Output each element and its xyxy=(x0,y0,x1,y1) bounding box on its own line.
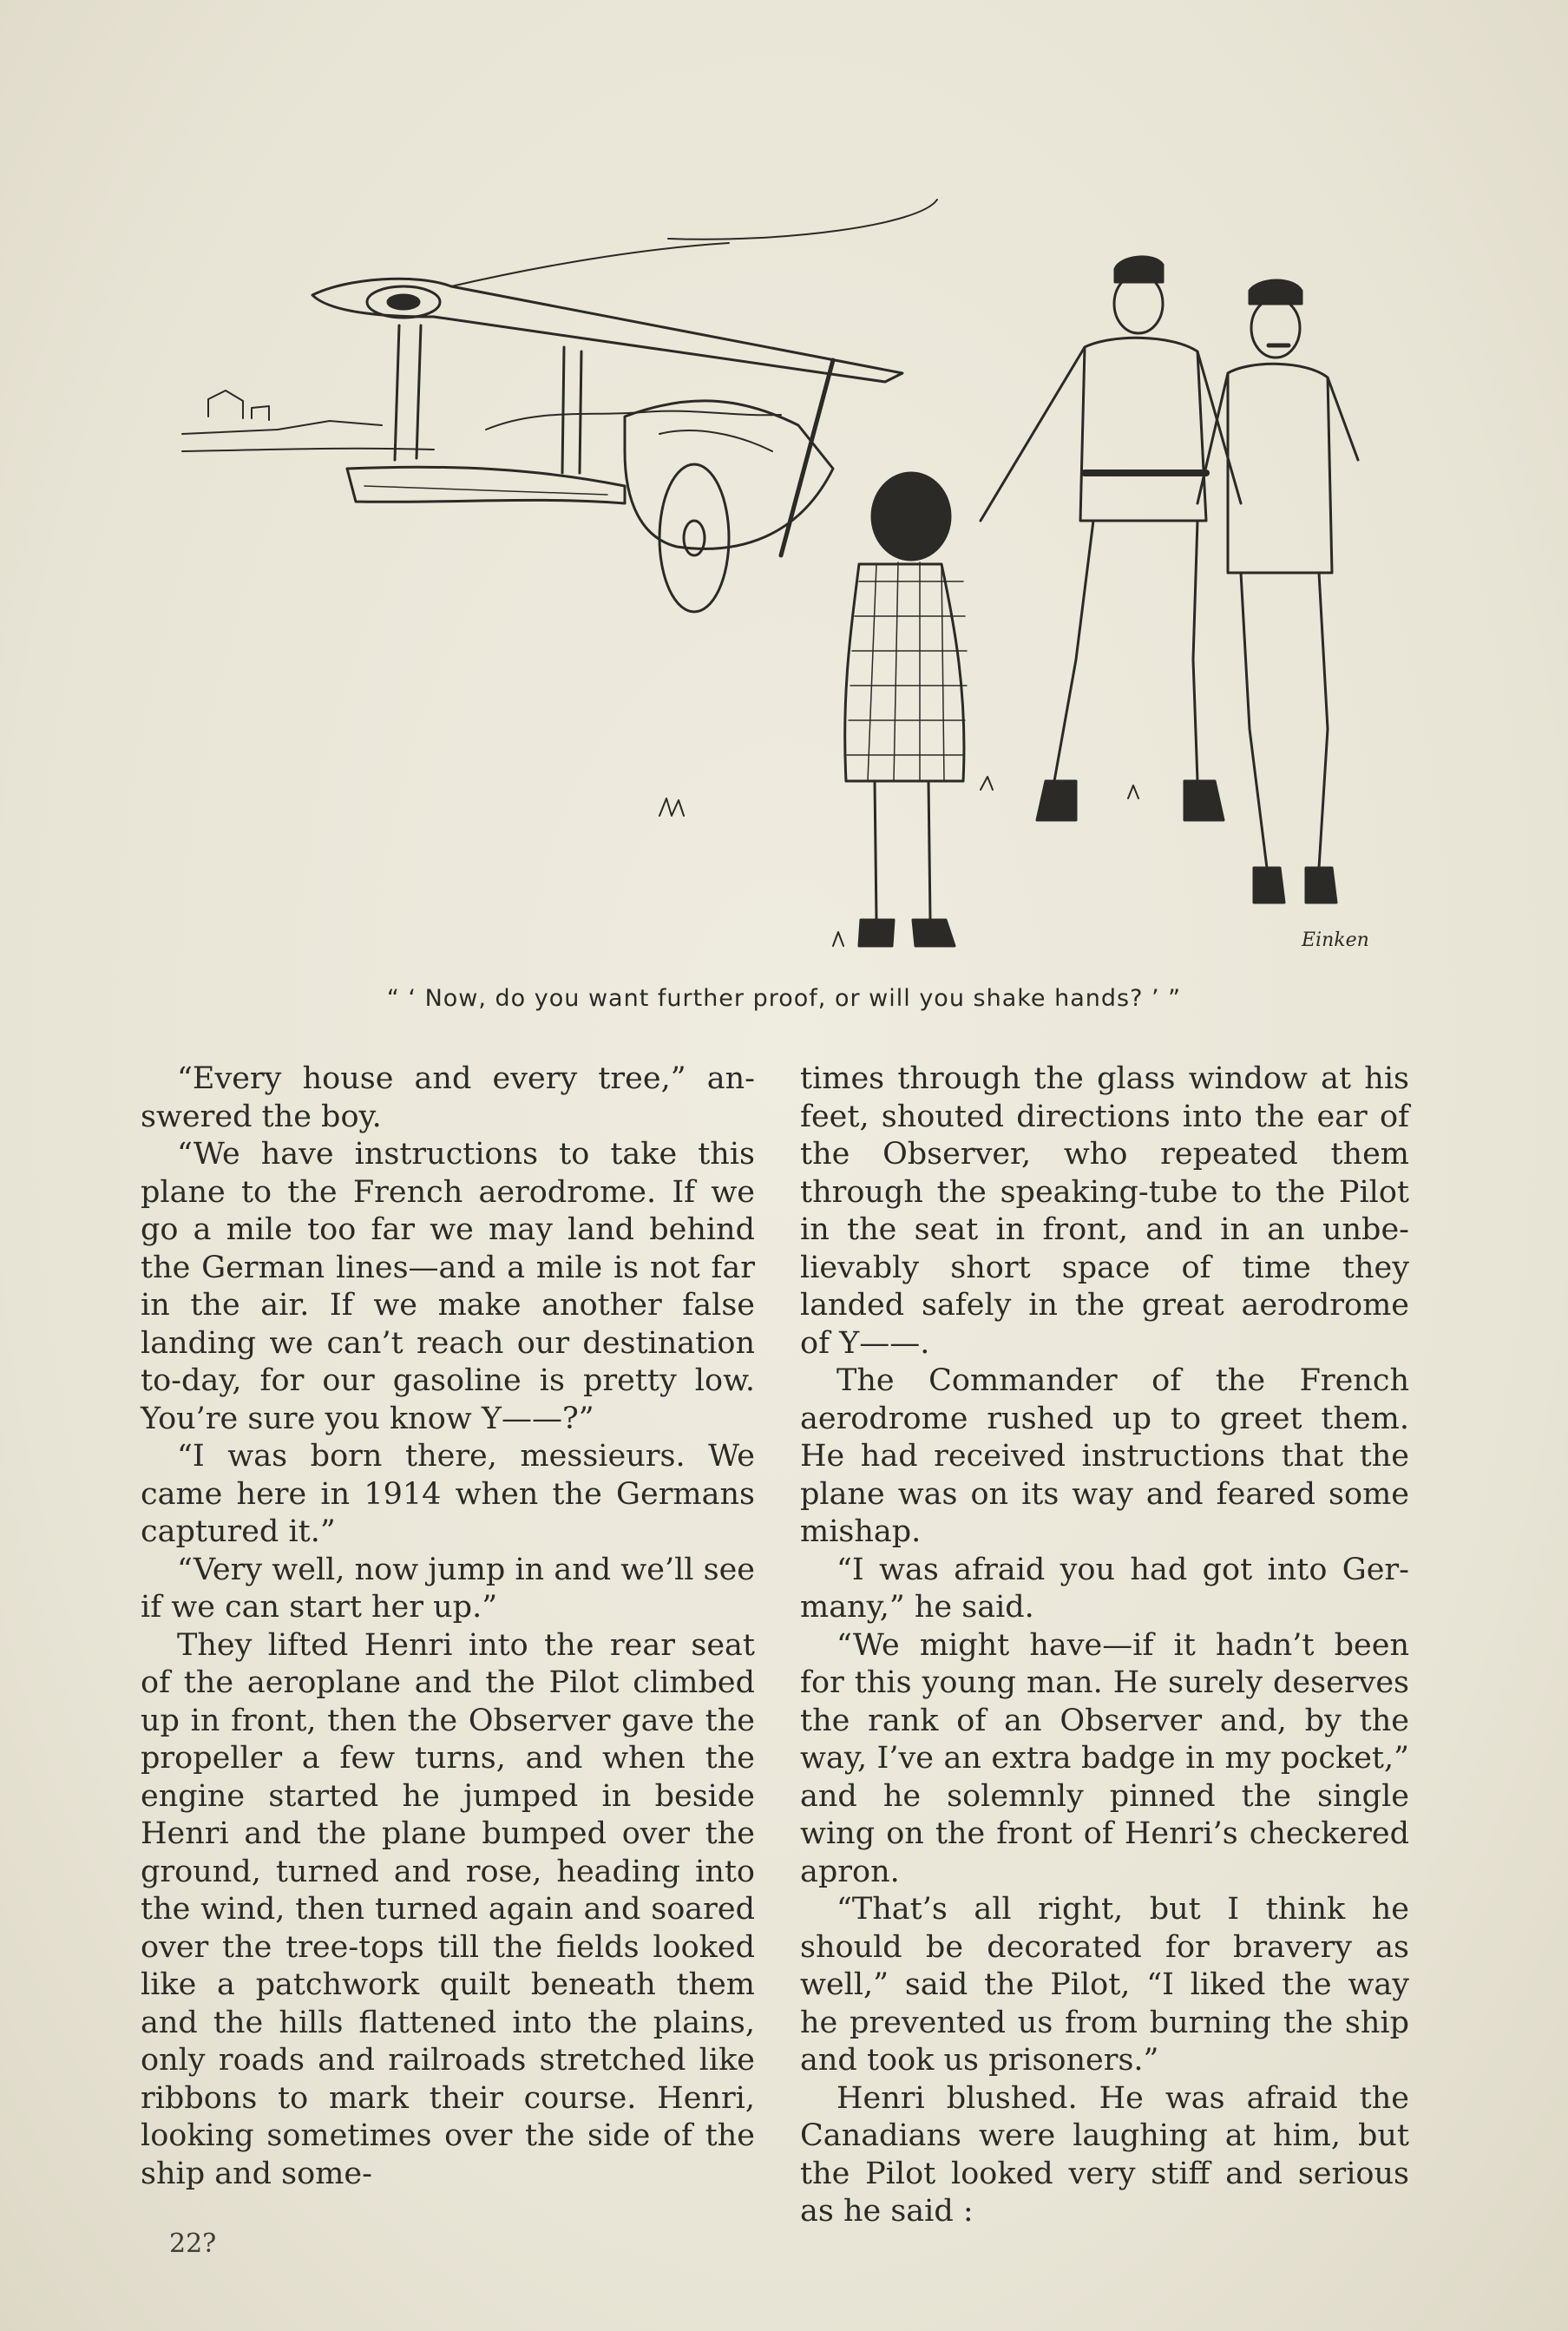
paragraph: “That’s all right, but I think he should be decorated for bravery as well,” said the Pilot, “I liked the way he prevented us from burning the ship and took us prisoners.” xyxy=(800,1892,1409,2078)
paragraph: “I was born there, messieurs. We came here in 1914 when the Germans captured it.” xyxy=(141,1439,755,1549)
paragraph: times through the glass window at his feet, shouted directions into the ear of the Observer, who repeated them through the speaking-tube to the Pilot in the seat in front, and in an unbelievably short space of time they landed safely in the great aerodrome of Y——. xyxy=(800,1061,1409,1361)
pilot-figure xyxy=(981,257,1241,820)
paragraph: “We might have—if it hadn’t been for this young man. He surely deserves the rank of an Observer and, by the way, I’ve an extra badge in my pocket,” and he solemnly pinned the single wing on the front of Henri’s checkered apron. xyxy=(800,1627,1409,1889)
page-number: 22? xyxy=(169,2229,217,2259)
biplane-pilots-boy-illustration xyxy=(174,174,1432,972)
boy-figure xyxy=(845,473,967,946)
left-column xyxy=(141,1060,755,2193)
paragraph: They lifted Henri into the rear seat of the aeroplane and the Pilot climbed up in front, then the Observer gave the propeller a few turns, and when the engine started he jumped in beside Henri and the plane bumped over the ground, turned and rose, heading into the wind, then turned again and soared over the tree-tops till the fields looked like a patchwork quilt beneath them and the hills flattened into the plains, only roads and railroads stretched like ribbons to mark their course. Henri, looking sometimes over the side of the ship and some- xyxy=(141,1627,755,2191)
paragraph: Henri blushed. He was afraid the Canadians were laughing at him, but the Pilot looked very stiff and serious as he said : xyxy=(800,2080,1409,2229)
paragraph: The Commander of the French aerodrome rushed up to greet them. He had received instructions that the plane was on its way and feared some mishap. xyxy=(800,1363,1409,1549)
right-column xyxy=(800,1060,1409,2231)
paragraph: “We have instructions to take this plane to the French aerodrome. If we go a mile too far we may land behind the German lines—and a mile is not far in the air. If we make another false landing we can’t reach our destination to-day, for our gasoline is pretty low. You’re sure you know Y——?” xyxy=(141,1137,755,1436)
paragraph: “Very well, now jump in and we’ll see if we can start her up.” xyxy=(141,1552,755,1625)
paragraph: “Every house and every tree,” answered the boy. xyxy=(141,1061,755,1134)
paragraph: “I was afraid you had got into Germany,” he said. xyxy=(800,1552,1409,1625)
illustration-caption: “ ‘ Now, do you want further proof, or will you shake hands? ’ ” xyxy=(386,985,1182,1012)
artist-signature: Einken xyxy=(1302,929,1369,951)
